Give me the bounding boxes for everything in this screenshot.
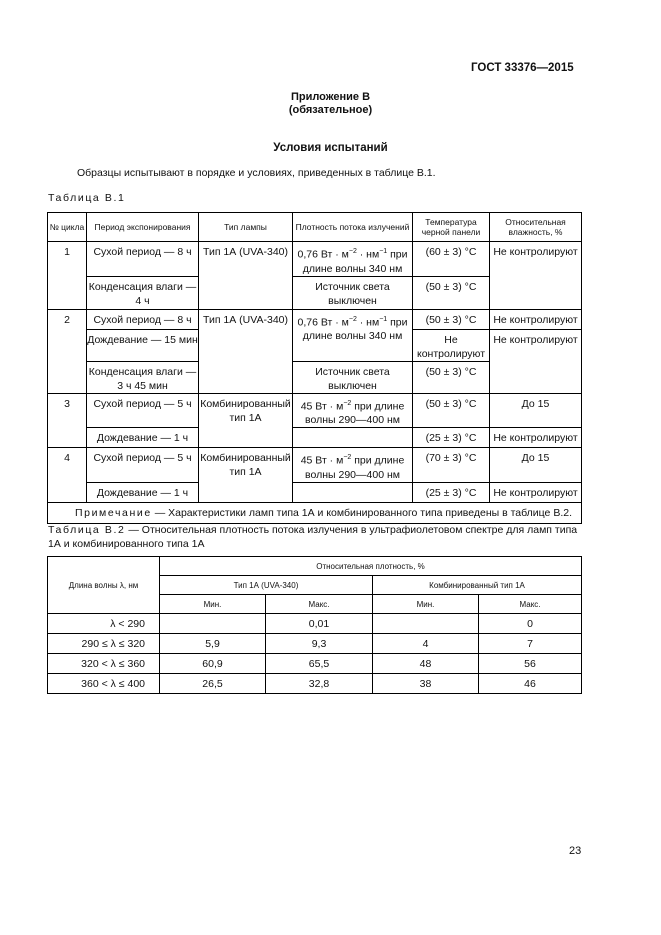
cycle-number: 3 [48, 393, 87, 448]
table2-caption-text: — Относительная плотность потока излучения в ультрафиолетовом спектре для ламп типа 1А и комбинированного типа 1А [48, 524, 578, 550]
table-row [48, 361, 582, 393]
table1-header-row [48, 213, 582, 242]
period-cell: Дождевание — 15 мин [87, 329, 199, 361]
table1-note-row [48, 502, 582, 523]
temperature-cell: (60 ± 3) °С [413, 242, 490, 277]
header-wavelength: Длина волны λ, нм [48, 557, 160, 614]
header-combined: Комбинированный тип 1А [373, 576, 582, 595]
value-cell: 56 [479, 654, 582, 674]
table-row [48, 614, 582, 634]
standard-number: ГОСТ 33376—2015 [471, 62, 574, 74]
humidity-cell: Не контролируют [490, 242, 582, 310]
cycle-number: 4 [48, 448, 87, 503]
header-type1a: Тип 1А (UVA-340) [160, 576, 373, 595]
wavelength-cell: 290 ≤ λ ≤ 320 [48, 634, 160, 654]
section-title: Условия испытаний [273, 142, 388, 154]
wavelength-cell: 360 < λ ≤ 400 [48, 674, 160, 694]
wavelength-cell: λ < 290 [48, 614, 160, 634]
value-cell: 32,8 [266, 674, 373, 694]
intro-paragraph: Образцы испытывают в порядке и условиях, приведенных в таблице В.1. [77, 167, 436, 179]
lamp-cell: Тип 1А (UVA-340) [199, 242, 293, 310]
density-cell: 0,76 Вт · $м^{-2} \cdot нм^{-1}$ при длине волны 340 нм [293, 309, 413, 361]
empty-cell [490, 361, 582, 393]
density-cell: 45 Вт · $м^{-2}$ при длине волны 290—400 нм [293, 393, 413, 428]
cycle-number: 1 [64, 246, 70, 258]
note-label: Примечание [75, 506, 152, 519]
table2-caption [48, 523, 588, 551]
value-cell: 48 [373, 654, 479, 674]
table-row [48, 242, 582, 277]
relative-density-table [47, 556, 582, 694]
value-cell: 46 [479, 674, 582, 694]
period-cell: Конденсация влаги — 4 ч [87, 276, 199, 309]
table-row [48, 393, 582, 428]
header-lamp: Тип лампы [199, 213, 293, 242]
density-cell: Источник света выключен [293, 276, 413, 309]
period-cell: Сухой период — 5 ч [87, 393, 199, 428]
table-row [48, 448, 582, 483]
header-relative-density: Относительная плотность, % [160, 557, 582, 576]
value-cell: 38 [373, 674, 479, 694]
empty-cell [293, 482, 413, 502]
table-row [48, 654, 582, 674]
lamp-cell: Комбинированный тип 1А [199, 448, 293, 503]
appendix-subtitle: (обязательное) [288, 104, 373, 116]
temperature-cell: (25 ± 3) °С [413, 482, 490, 502]
appendix-title: Приложение В [290, 91, 371, 103]
cycle-number: 2 [48, 309, 87, 393]
density-cell: 45 Вт · $м^{-2}$ при длине волны 290—400 нм [293, 448, 413, 483]
table-row [48, 428, 582, 448]
period-cell: Дождевание — 1 ч [87, 482, 199, 502]
humidity-cell: До 15 [490, 393, 582, 428]
header-density: Плотность потока излучений [293, 213, 413, 242]
value-cell: 9,3 [266, 634, 373, 654]
header-temperature: Температура черной панели [413, 213, 490, 242]
value-cell [373, 614, 479, 634]
period-cell: Дождевание — 1 ч [87, 428, 199, 448]
page-number: 23 [569, 845, 582, 857]
humidity-cell: Не контролируют [490, 309, 582, 329]
humidity-cell: Не контролируют [490, 428, 582, 448]
wavelength-cell: 320 < λ ≤ 360 [48, 654, 160, 674]
header-min: Мин. [160, 595, 266, 614]
table1-note [48, 502, 582, 523]
period-cell: Сухой период — 5 ч [87, 448, 199, 483]
table-row [48, 634, 582, 654]
header-humidity: Относительная влажность, % [490, 213, 582, 242]
value-cell: 60,9 [160, 654, 266, 674]
note-text: — Характеристики ламп типа 1А и комбинированного типа приведены в таблице В.2. [151, 506, 572, 519]
header-period: Период экспонирования [87, 213, 199, 242]
temperature-cell: (50 ± 3) °С [413, 393, 490, 428]
period-cell: Сухой период — 8 ч [87, 242, 199, 277]
table2-caption-label: Таблица В.2 [48, 524, 126, 536]
value-cell: 4 [373, 634, 479, 654]
test-conditions-table [47, 212, 582, 524]
period-cell: Сухой период — 8 ч [87, 309, 199, 329]
table1-caption: Таблица В.1 [48, 192, 126, 204]
appendix-heading [0, 91, 661, 117]
header-cycle: № цикла [48, 213, 87, 242]
empty-cell [293, 428, 413, 448]
value-cell: 0 [479, 614, 582, 634]
temperature-cell: (50 ± 3) °С [413, 361, 490, 393]
value-cell: 26,5 [160, 674, 266, 694]
temperature-cell: (70 ± 3) °С [413, 448, 490, 483]
temperature-cell: (50 ± 3) °С [413, 276, 490, 309]
temperature-cell: Не контролируют [413, 329, 490, 361]
lamp-cell: Комбинированный тип 1А [199, 393, 293, 448]
value-cell: 7 [479, 634, 582, 654]
period-cell: Конденсация влаги — 3 ч 45 мин [87, 361, 199, 393]
density-cell: 0,76 Вт · $м^{-2} \cdot нм^{-1}$ при длине волны 340 нм [293, 242, 413, 277]
table-row [48, 309, 582, 329]
value-cell [160, 614, 266, 634]
header-max: Макс. [479, 595, 582, 614]
table2-header-row [48, 557, 582, 576]
density-cell: Источник света выключен [293, 361, 413, 393]
value-cell: 65,5 [266, 654, 373, 674]
temperature-cell: (25 ± 3) °С [413, 428, 490, 448]
temperature-cell: (50 ± 3) °С [413, 309, 490, 329]
humidity-cell: Не контролируют [490, 329, 582, 361]
value-cell: 0,01 [266, 614, 373, 634]
humidity-cell: До 15 [490, 448, 582, 483]
humidity-cell: Не контролируют [490, 482, 582, 502]
table-row [48, 674, 582, 694]
value-cell: 5,9 [160, 634, 266, 654]
header-max: Макс. [266, 595, 373, 614]
lamp-cell: Тип 1А (UVA-340) [199, 309, 293, 393]
header-min: Мин. [373, 595, 479, 614]
table-row [48, 482, 582, 502]
